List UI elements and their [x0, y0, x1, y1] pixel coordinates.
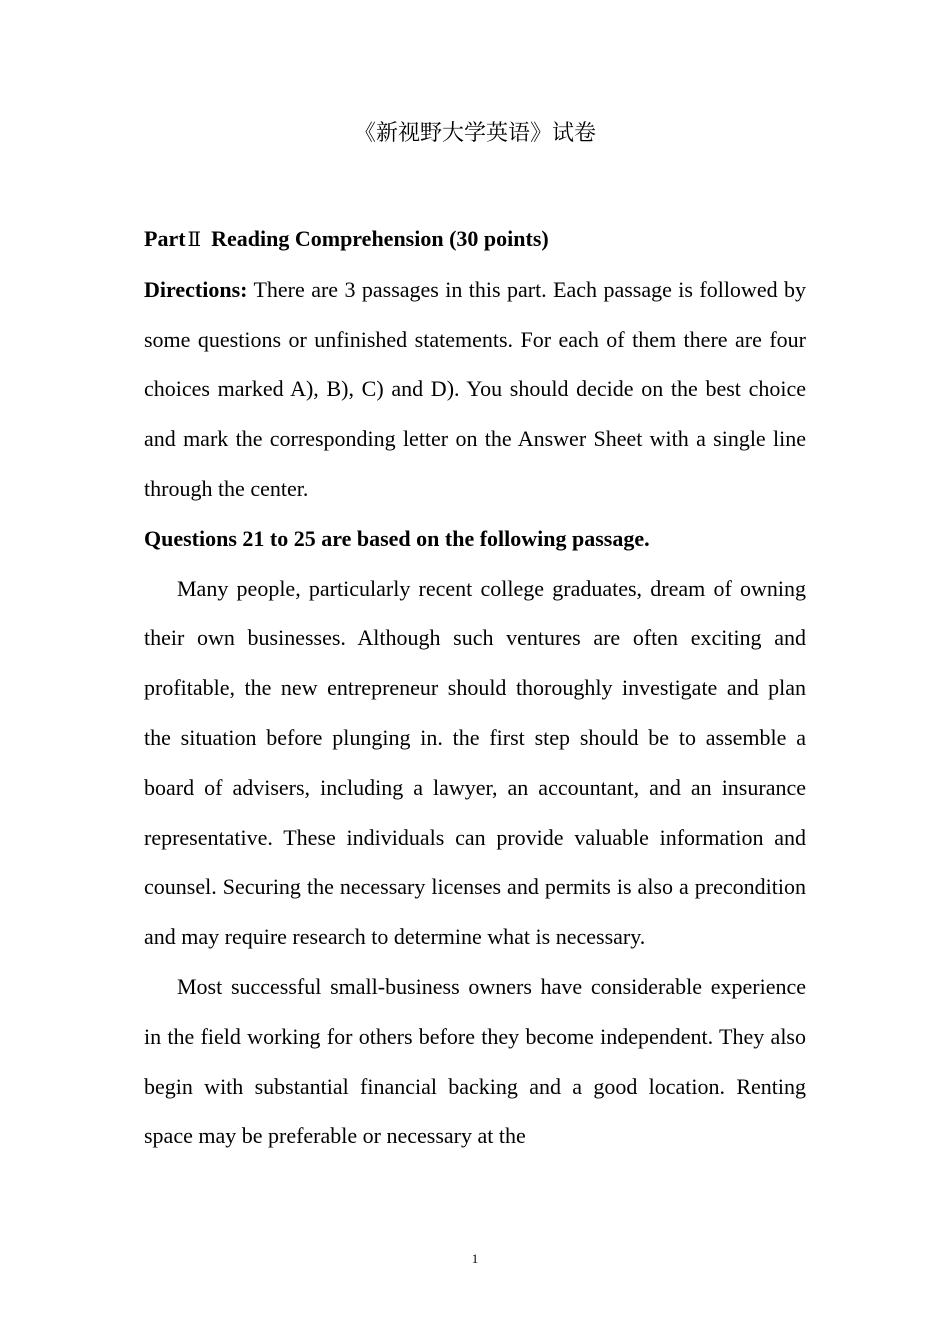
- directions-text: There are 3 passages in this part. Each passage is followed by some questions or unfinished statements. For each of them there are four choices marked A), B), C) and D). You should decide on the best choice and mark the corresponding letter on the Answer Sheet with a single line through the center.: [144, 276, 806, 501]
- part-label: Part: [144, 226, 186, 251]
- part-title: Reading Comprehension (30 points): [211, 226, 549, 251]
- document-body: [144, 214, 806, 1161]
- document-title: 《新视野大学英语》试卷: [353, 121, 596, 146]
- questions-heading: Questions 21 to 25 are based on the following passage.: [144, 525, 650, 551]
- page-number: 1: [471, 1251, 479, 1266]
- part-numeral: Ⅱ: [187, 227, 202, 251]
- directions-label: Directions:: [144, 276, 248, 302]
- directions-paragraph: [144, 265, 806, 514]
- part-heading: [144, 214, 806, 265]
- passage-paragraph-1: Many people, particularly recent college graduates, dream of owning their own businesses. Although such ventures are often exciting and profitable, the new entrepreneur should thoroughly investigate and plan the situation before plunging in. the first step should be to assemble a board of advisers, including a lawyer, an accountant, and an insurance representative. These individuals can provide valuable information and counsel. Securing the necessary licenses and permits is also a precondition and may require research to determine what is necessary.: [144, 575, 806, 950]
- passage-paragraph-2: Most successful small-business owners have considerable experience in the field working for others before they become independent. They also begin with substantial financial backing and a good location. Renting space may be preferable or necessary at the: [144, 973, 806, 1149]
